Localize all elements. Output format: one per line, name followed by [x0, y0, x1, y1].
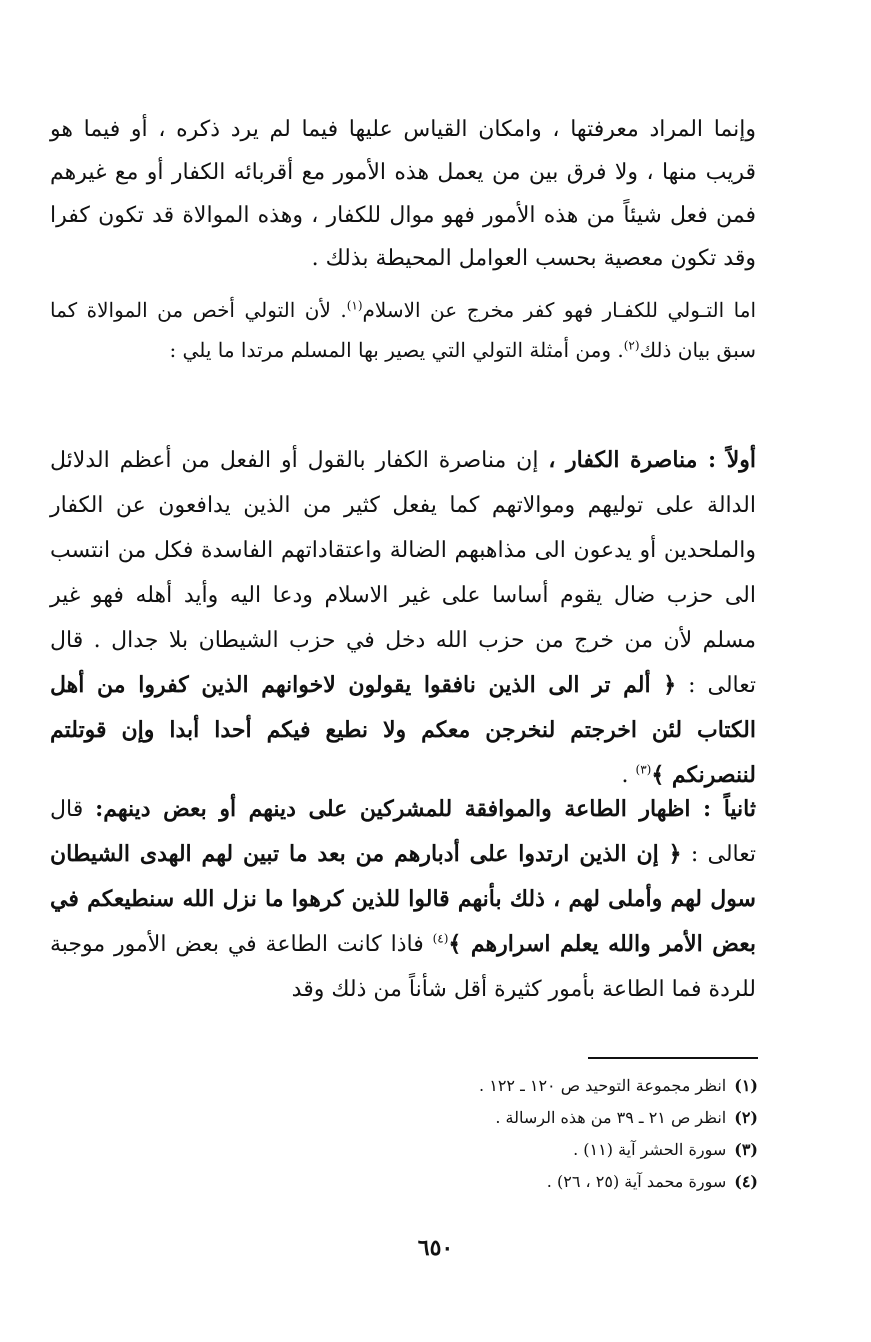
- footnote-text: انظر مجموعة التوحيد ص ١٢٠ ـ ١٢٢ .: [479, 1076, 727, 1095]
- paragraph-text: .: [621, 763, 636, 788]
- paragraph-text: . ومن أمثلة التولي التي يصير بها المسلم مرتدا ما يلي :: [169, 338, 624, 362]
- footnote-item: [298, 1166, 758, 1198]
- footnote-text: انظر ص ٢١ ـ ٣٩ من هذه الرسالة .: [495, 1108, 727, 1127]
- quran-quote: ﴿ ألم تر الى الذين نافقوا يقولون لاخوانهم الذين كفروا من أهل الكتاب لئن اخرجتم لنخرجن معكم ولا نطيع فيكم أحدا أبدا وإن قوتلتم لننصرنكم ﴾: [50, 672, 756, 788]
- paragraph-text: . لأن التولي أخص من الموالاة كما سبق بيان ذلك: [50, 298, 756, 362]
- footnote-ref-2[interactable]: (٢): [623, 338, 640, 353]
- paragraph-text: إن مناصرة الكفار بالقول أو الفعل من أعظم الدلائل الدالة على توليهم وموالاتهم كما يفعل كثير من الذين يدافعون عن الكفار والملحدين أو يدعون الى مذاهبهم الضالة واعتقاداتهم الفاسدة فكل من انتسب الى حزب ضال يقوم أساسا على غير الاسلام ودعا اليه وأيد أهله فهو غير مسلم لأن من خرج من حزب الله دخل في حزب الشيطان بلا جدال . قال تعالى :: [50, 448, 756, 698]
- section-heading: ثانياً : اظهار الطاعة والموافقة للمشركين على دينهم أو بعض دينهم:: [95, 796, 756, 822]
- footnote-number: (٣): [734, 1140, 758, 1159]
- footnote-ref-3[interactable]: (٣): [635, 762, 652, 777]
- section-heading: أولاً : مناصرة الكفار ،: [548, 447, 756, 473]
- paragraph-tawalli: [50, 290, 756, 370]
- paragraph-intro: [50, 108, 756, 280]
- quran-quote: ﴿ إن الذين ارتدوا على أدبارهم من بعد ما تبين لهم الهدى الشيطان سول لهم وأملى لهم ، ذلك بأنهم قالوا للذين كرهوا ما نزل الله سنطيعكم في بعض الأمر والله يعلم اسرارهم ﴾: [50, 841, 756, 957]
- paragraph-first-point: [50, 438, 756, 798]
- paragraph-text: اما التـولي للكفـار فهو كفر مخرج عن الاسلام: [362, 298, 756, 322]
- page-number: ٦٥٠: [417, 1235, 454, 1261]
- footnote-ref-1[interactable]: (١): [346, 298, 363, 313]
- footnote-text: سورة محمد آية (٢٥ ، ٢٦) .: [546, 1172, 727, 1191]
- paragraph-text: فاذا كانت الطاعة في بعض الأمور موجبة للردة فما الطاعة بأمور كثيرة أقل شأناً من ذلك وقد: [50, 932, 756, 1002]
- footnote-number: (٢): [734, 1108, 758, 1127]
- paragraph-second-point: [50, 787, 756, 1012]
- footnote-number: (١): [734, 1076, 758, 1095]
- paragraph-text: وإنما المراد معرفتها ، وامكان القياس عليها فيما لم يرد ذكره ، أو فيما هو قريب منها ، ولا فرق بين من يعمل هذه الأمور مع أقربائه الكفار أو مع غيرهم فمن فعل شيئاً من هذه الأمور فهو موال للكفار ، وهذه الموالاة قد تكون كفرا وقد تكون معصية بحسب العوامل المحيطة بذلك .: [50, 117, 756, 271]
- footnote-item: [298, 1134, 758, 1166]
- footnote-text: سورة الحشر آية (١١) .: [573, 1140, 727, 1159]
- paragraph-text: قال تعالى :: [50, 797, 756, 867]
- footnote-divider: [588, 1057, 758, 1059]
- footnote-item: [298, 1102, 758, 1134]
- footnotes-list: [298, 1070, 758, 1198]
- footnote-number: (٤): [734, 1172, 758, 1191]
- footnote-ref-4[interactable]: (٤): [432, 931, 449, 946]
- footnote-item: [298, 1070, 758, 1102]
